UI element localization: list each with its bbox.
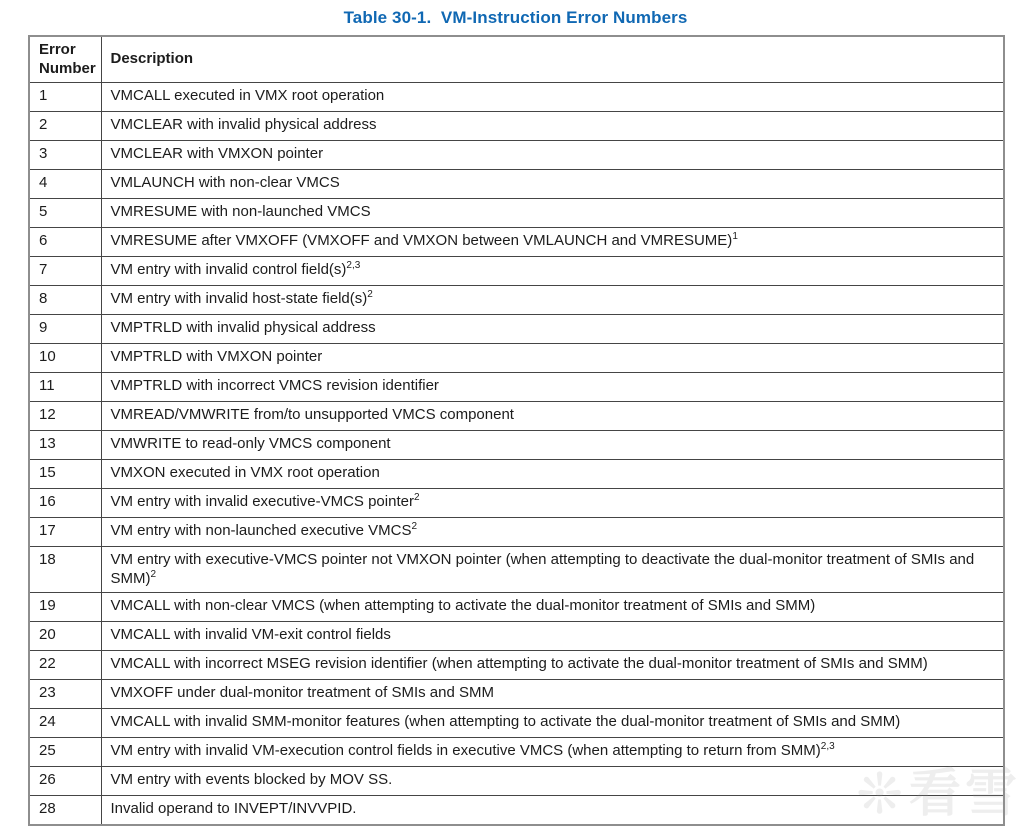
description-text: VMRESUME after VMXOFF (VMXOFF and VMXON between VMLAUNCH and VMRESUME) xyxy=(110,232,733,249)
description-text: VM entry with executive-VMCS pointer not VMXON pointer (when attempting to deactivate the dual-monitor treatment of SMIs and SMM) xyxy=(110,551,975,587)
description-text: VMCALL with invalid SMM-monitor features (when attempting to activate the dual-monitor treatment of SMIs and SMM) xyxy=(110,713,901,730)
description-text: VMREAD/VMWRITE from/to unsupported VMCS component xyxy=(110,406,514,423)
description-text: VMCALL with non-clear VMCS (when attempting to activate the dual-monitor treatment of SMIs and SMM) xyxy=(110,597,816,614)
table-row xyxy=(29,767,1004,796)
table-row xyxy=(29,622,1004,651)
description-cell xyxy=(101,489,1004,518)
table-row xyxy=(29,257,1004,286)
description-text: VMCLEAR with invalid physical address xyxy=(110,116,377,133)
error-number-cell: 4 xyxy=(29,170,101,199)
description-cell xyxy=(101,709,1004,738)
table-row xyxy=(29,315,1004,344)
error-number-cell: 6 xyxy=(29,228,101,257)
description-superscript: 2 xyxy=(150,568,157,580)
description-superscript: 1 xyxy=(732,231,738,242)
description-cell xyxy=(101,112,1004,141)
error-number-cell: 17 xyxy=(29,518,101,547)
description-text: VMWRITE to read-only VMCS component xyxy=(110,435,391,452)
description-cell xyxy=(101,518,1004,547)
description-text: VMPTRLD with VMXON pointer xyxy=(110,348,323,365)
table-row xyxy=(29,373,1004,402)
description-text: Invalid operand to INVEPT/INVVPID. xyxy=(110,800,357,817)
description-cell xyxy=(101,547,1004,593)
description-cell xyxy=(101,796,1004,826)
error-number-cell: 18 xyxy=(29,547,101,593)
table-row xyxy=(29,286,1004,315)
description-column-header: Description xyxy=(101,36,1004,83)
description-cell xyxy=(101,402,1004,431)
description-cell xyxy=(101,228,1004,257)
error-number-cell: 28 xyxy=(29,796,101,826)
error-number-cell: 7 xyxy=(29,257,101,286)
table-row xyxy=(29,228,1004,257)
description-text: VMLAUNCH with non-clear VMCS xyxy=(110,174,340,191)
error-number-cell: 22 xyxy=(29,651,101,680)
table-title: Table 30-1. VM-Instruction Error Numbers xyxy=(343,8,688,27)
description-text: VMCLEAR with VMXON pointer xyxy=(110,145,324,162)
table-row xyxy=(29,547,1004,593)
description-text: VMCALL with incorrect MSEG revision identifier (when attempting to activate the dual-monitor treatment of SMIs and SMM) xyxy=(110,655,928,672)
description-superscript: 2,3 xyxy=(820,741,835,752)
table-row xyxy=(29,460,1004,489)
error-number-cell: 15 xyxy=(29,460,101,489)
description-text: VMPTRLD with invalid physical address xyxy=(110,319,376,336)
description-cell xyxy=(101,460,1004,489)
description-cell xyxy=(101,170,1004,199)
description-superscript: 2 xyxy=(413,492,420,503)
table-row xyxy=(29,518,1004,547)
error-number-cell: 8 xyxy=(29,286,101,315)
error-number-cell: 3 xyxy=(29,141,101,170)
description-text: VMPTRLD with incorrect VMCS revision identifier xyxy=(110,377,439,394)
description-text: VMRESUME with non-launched VMCS xyxy=(110,203,371,220)
description-superscript: 2 xyxy=(411,521,418,532)
table-row xyxy=(29,344,1004,373)
table-row xyxy=(29,141,1004,170)
description-cell xyxy=(101,651,1004,680)
error-number-cell: 1 xyxy=(29,83,101,112)
description-text: VM entry with invalid executive-VMCS pointer xyxy=(110,493,414,510)
error-number-cell: 11 xyxy=(29,373,101,402)
error-number-cell: 10 xyxy=(29,344,101,373)
description-cell xyxy=(101,83,1004,112)
description-cell xyxy=(101,315,1004,344)
error-number-cell: 24 xyxy=(29,709,101,738)
header-row xyxy=(29,36,1004,83)
description-cell xyxy=(101,257,1004,286)
error-number-cell: 19 xyxy=(29,593,101,622)
error-number-cell: 20 xyxy=(29,622,101,651)
description-text: VM entry with invalid control field(s) xyxy=(110,261,347,278)
table-row xyxy=(29,709,1004,738)
description-superscript: 2 xyxy=(367,289,373,300)
table-row xyxy=(29,402,1004,431)
table-header xyxy=(29,36,1004,83)
description-cell xyxy=(101,199,1004,228)
description-text: VMXOFF under dual-monitor treatment of SMIs and SMM xyxy=(110,684,494,701)
table-row xyxy=(29,489,1004,518)
error-number-cell: 5 xyxy=(29,199,101,228)
description-text: VMCALL with invalid VM-exit control fields xyxy=(110,626,391,643)
table-row xyxy=(29,112,1004,141)
description-text: VMXON executed in VMX root operation xyxy=(110,464,380,481)
description-cell xyxy=(101,767,1004,796)
description-text: VM entry with invalid host-state field(s) xyxy=(110,290,368,307)
table-row xyxy=(29,738,1004,767)
error-number-cell: 26 xyxy=(29,767,101,796)
description-cell xyxy=(101,373,1004,402)
error-number-cell: 2 xyxy=(29,112,101,141)
error-number-cell: 16 xyxy=(29,489,101,518)
description-cell xyxy=(101,286,1004,315)
vm-instruction-error-table xyxy=(28,35,1005,826)
table-body xyxy=(29,83,1004,826)
description-text: VMCALL executed in VMX root operation xyxy=(110,87,385,104)
table-row xyxy=(29,593,1004,622)
table-row xyxy=(29,170,1004,199)
description-text: VM entry with events blocked by MOV SS. xyxy=(110,771,393,788)
error-number-cell: 12 xyxy=(29,402,101,431)
description-cell xyxy=(101,680,1004,709)
error-number-column-header: Error Number xyxy=(29,36,101,83)
description-cell xyxy=(101,738,1004,767)
table-row xyxy=(29,199,1004,228)
error-number-cell: 13 xyxy=(29,431,101,460)
description-cell xyxy=(101,593,1004,622)
description-cell xyxy=(101,344,1004,373)
table-row xyxy=(29,431,1004,460)
description-text: VM entry with non-launched executive VMCS xyxy=(110,522,412,539)
description-cell xyxy=(101,431,1004,460)
table-row xyxy=(29,680,1004,709)
description-cell xyxy=(101,622,1004,651)
error-number-cell: 9 xyxy=(29,315,101,344)
table-row xyxy=(29,796,1004,826)
table-row xyxy=(29,651,1004,680)
error-number-cell: 23 xyxy=(29,680,101,709)
description-text: VM entry with invalid VM-execution control fields in executive VMCS (when attempting to return from SMM) xyxy=(110,742,821,759)
error-number-cell: 25 xyxy=(29,738,101,767)
description-cell xyxy=(101,141,1004,170)
description-superscript: 2,3 xyxy=(346,260,361,271)
table-row xyxy=(29,83,1004,112)
